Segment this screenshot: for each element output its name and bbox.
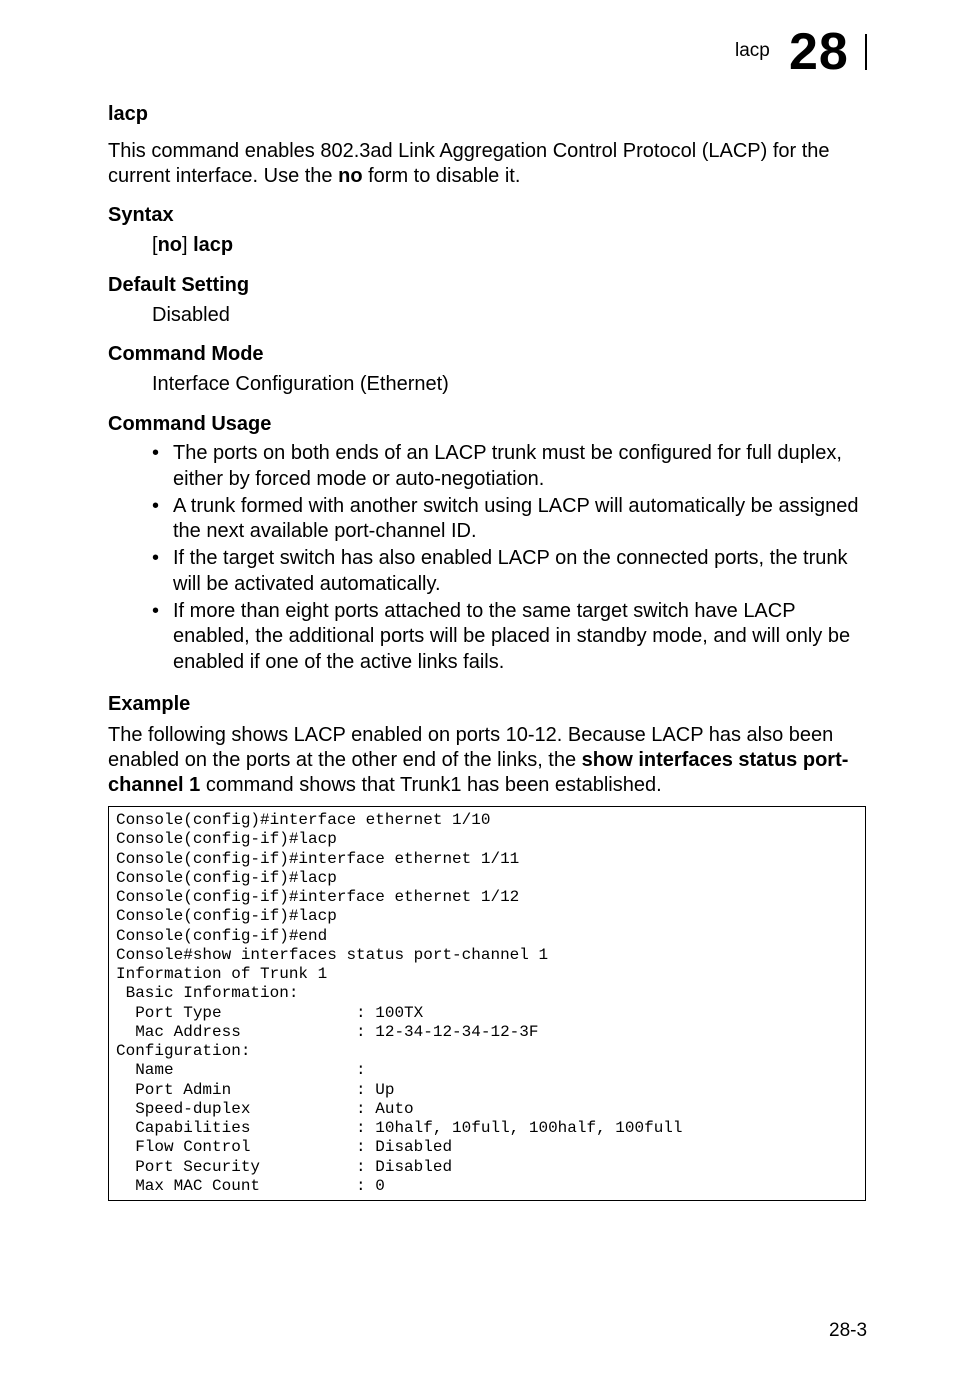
default-setting-value: Disabled <box>152 304 230 326</box>
intro-paragraph <box>108 139 868 189</box>
page-number: 28-3 <box>829 1320 868 1341</box>
bullet-icon: • <box>152 442 160 464</box>
usage-list <box>152 441 872 677</box>
list-item-text: The ports on both ends of an LACP trunk must be configured for full duplex, either by forced mode or auto-negotiation. <box>173 442 842 490</box>
intro-text: This command enables 802.3ad Link Aggregation Control Protocol (LACP) for the current interface. Use the <box>108 140 830 187</box>
example-text: The following shows LACP enabled on ports 10-12. Because LACP has also been enabled on the ports at the other end of the links, the <box>108 724 834 771</box>
list-item <box>152 494 872 545</box>
intro-text-end: form to disable it. <box>362 165 521 187</box>
command-usage-heading: Command Usage <box>108 413 272 435</box>
code-listing: Console(config)#interface ethernet 1/10 Console(config-if)#lacp Console(config-if)#interface ethernet 1/11 Console(config-if)#lacp Console(config-if)#interface ethernet 1/12 Console(config-if)#lacp Console(config-if)#end Console#show interfaces status port-channel 1 Information of Trunk 1 Basic Information: Port Type : 100TX Mac Address : 12-34-12-34-12-3F Configuration: Name : Port Admin : Up Speed-duplex : Auto Capabilities : 10half, 10full, 100half, 100full Flow Control : Disabled Port Security : Disabled Max MAC Count : 0 <box>116 811 683 1195</box>
syntax-heading: Syntax <box>108 204 174 226</box>
list-item-text: If the target switch has also enabled LACP on the connected ports, the trunk will be activated automatically. <box>173 547 848 595</box>
list-item-text: A trunk formed with another switch using LACP will automatically be assigned the next available port-channel ID. <box>173 494 859 542</box>
command-mode-heading: Command Mode <box>108 343 264 365</box>
header-section-label: lacp <box>735 40 770 61</box>
chapter-number: 28 <box>789 23 849 81</box>
intro-no-keyword: no <box>338 165 363 187</box>
list-item <box>152 546 872 597</box>
list-item-text: If more than eight ports attached to the same target switch have LACP enabled, the additional ports will be placed in standby mode, and will only be enabled if one of the active links fails. <box>173 599 851 673</box>
header-divider <box>865 34 867 70</box>
bullet-icon: • <box>152 494 160 517</box>
syntax-bracket-open: [ <box>152 234 158 256</box>
bullet-icon: • <box>152 547 160 569</box>
command-mode-value: Interface Configuration (Ethernet) <box>152 373 449 395</box>
example-command: show interfaces status port-channel 1 <box>108 749 849 796</box>
example-paragraph <box>108 723 868 798</box>
bullet-icon: • <box>152 599 160 622</box>
list-item <box>152 441 872 492</box>
syntax-command: lacp <box>193 234 234 256</box>
default-setting-heading: Default Setting <box>108 274 250 296</box>
example-heading: Example <box>108 693 191 715</box>
syntax-bracket-close: ] <box>182 234 188 256</box>
syntax-no: no <box>157 234 182 256</box>
syntax-line <box>152 234 233 257</box>
example-text-end: command shows that Trunk1 has been established. <box>200 774 662 796</box>
page-title: lacp <box>108 103 149 125</box>
code-example-box <box>108 806 866 1201</box>
list-item <box>152 599 872 676</box>
